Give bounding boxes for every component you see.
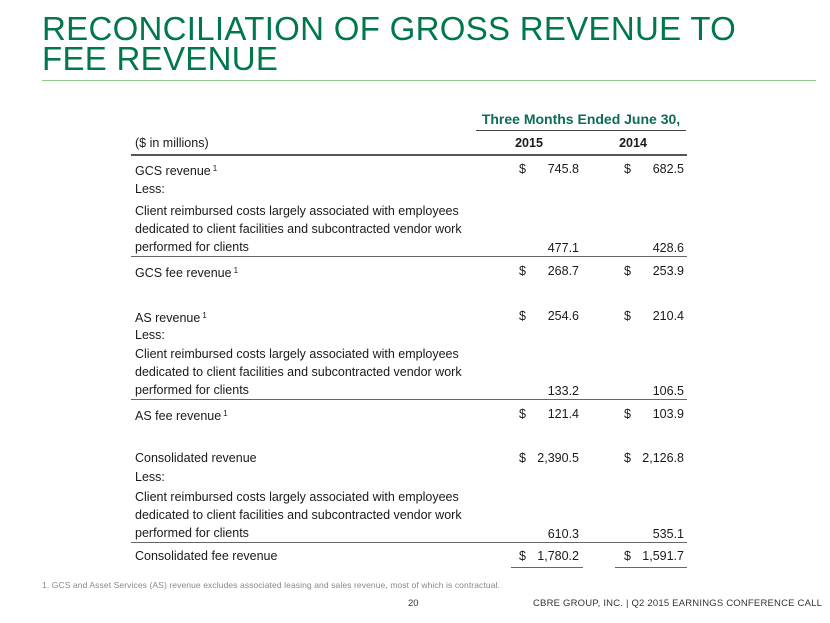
consolidated-reimbursed-label-line1: Client reimbursed costs largely associated with employees xyxy=(135,490,459,504)
row-divider xyxy=(131,399,687,400)
year-column-2015: 2015 xyxy=(515,136,543,150)
header-divider xyxy=(131,154,687,156)
gcs-fee-revenue-2015: 268.7 xyxy=(547,264,579,278)
period-header-divider xyxy=(476,130,686,131)
consolidated-reimbursed-label-line3: performed for clients xyxy=(135,526,249,540)
currency-symbol: $ xyxy=(519,407,526,421)
currency-symbol: $ xyxy=(624,451,631,465)
currency-symbol: $ xyxy=(519,451,526,465)
gcs-fee-revenue-label: GCS fee revenue $^1$ xyxy=(135,266,239,280)
row-divider xyxy=(131,542,687,543)
as-reimbursed-label-line2: dedicated to client facilities and subcontracted vendor work xyxy=(135,365,462,379)
gcs-reimbursed-2015: 477.1 xyxy=(547,241,579,255)
row-divider xyxy=(131,256,687,257)
gcs-revenue-2014: 682.5 xyxy=(652,162,684,176)
title-divider xyxy=(42,80,816,81)
currency-symbol: $ xyxy=(624,162,631,176)
consolidated-reimbursed-2015: 610.3 xyxy=(547,527,579,541)
period-header: Three Months Ended June 30, xyxy=(481,111,681,127)
gcs-reimbursed-2014: 428.6 xyxy=(652,241,684,255)
as-revenue-2015: 254.6 xyxy=(547,309,579,323)
gcs-reimbursed-label-line2: dedicated to client facilities and subcontracted vendor work xyxy=(135,222,462,236)
footnote: 1. GCS and Asset Services (AS) revenue excludes associated leasing and sales revenue, most of which is contractual. xyxy=(42,580,500,590)
footnote-marker: 1 xyxy=(223,409,228,418)
consolidated-fee-revenue-2014: 1,591.7 xyxy=(642,549,684,563)
consolidated-less-label: Less: xyxy=(135,470,165,484)
gcs-reimbursed-label-line3: performed for clients xyxy=(135,240,249,254)
as-reimbursed-label-line1: Client reimbursed costs largely associated with employees xyxy=(135,347,459,361)
as-revenue-label: AS revenue $^1$ xyxy=(135,311,207,325)
as-reimbursed-2015: 133.2 xyxy=(547,384,579,398)
as-less-label: Less: xyxy=(135,328,165,342)
gcs-fee-revenue-2014: 253.9 xyxy=(652,264,684,278)
consolidated-reimbursed-label-line2: dedicated to client facilities and subcontracted vendor work xyxy=(135,508,462,522)
gcs-revenue-2015: 745.8 xyxy=(547,162,579,176)
consolidated-revenue-label: Consolidated revenue xyxy=(135,451,257,465)
consolidated-reimbursed-2014: 535.1 xyxy=(652,527,684,541)
currency-symbol: $ xyxy=(624,309,631,323)
total-underline-2014 xyxy=(615,567,687,568)
currency-symbol: $ xyxy=(519,309,526,323)
page-number: 20 xyxy=(408,598,419,609)
footnote-marker: 1 xyxy=(202,311,207,320)
as-fee-revenue-2015: 121.4 xyxy=(547,407,579,421)
consolidated-revenue-2014: 2,126.8 xyxy=(642,451,684,465)
gcs-revenue-label: GCS revenue $^1$ xyxy=(135,164,218,178)
as-revenue-2014: 210.4 xyxy=(652,309,684,323)
as-reimbursed-label-line3: performed for clients xyxy=(135,383,249,397)
consolidated-fee-revenue-2015: 1,780.2 xyxy=(537,549,579,563)
page-title: RECONCILIATION OF GROSS REVENUE TO FEE REVENUE xyxy=(42,10,737,77)
currency-symbol: $ xyxy=(519,549,526,563)
consolidated-revenue-2015: 2,390.5 xyxy=(537,451,579,465)
year-column-2014: 2014 xyxy=(619,136,647,150)
as-reimbursed-2014: 106.5 xyxy=(652,384,684,398)
total-underline-2015 xyxy=(511,567,583,568)
currency-symbol: $ xyxy=(624,549,631,563)
consolidated-fee-revenue-label: Consolidated fee revenue xyxy=(135,549,278,563)
gcs-reimbursed-label-line1: Client reimbursed costs largely associated with employees xyxy=(135,204,459,218)
currency-symbol: $ xyxy=(624,407,631,421)
footnote-marker: 1 xyxy=(233,266,239,275)
as-fee-revenue-2014: 103.9 xyxy=(652,407,684,421)
footnote-marker: 1 xyxy=(212,164,218,173)
footer-text: CBRE GROUP, INC. | Q2 2015 EARNINGS CONFERENCE CALL xyxy=(533,598,823,609)
gcs-less-label: Less: xyxy=(135,182,165,196)
as-fee-revenue-label: AS fee revenue $^1$ xyxy=(135,409,228,423)
currency-symbol: $ xyxy=(519,162,526,176)
units-label: ($ in millions) xyxy=(135,136,209,150)
currency-symbol: $ xyxy=(624,264,631,278)
currency-symbol: $ xyxy=(519,264,526,278)
